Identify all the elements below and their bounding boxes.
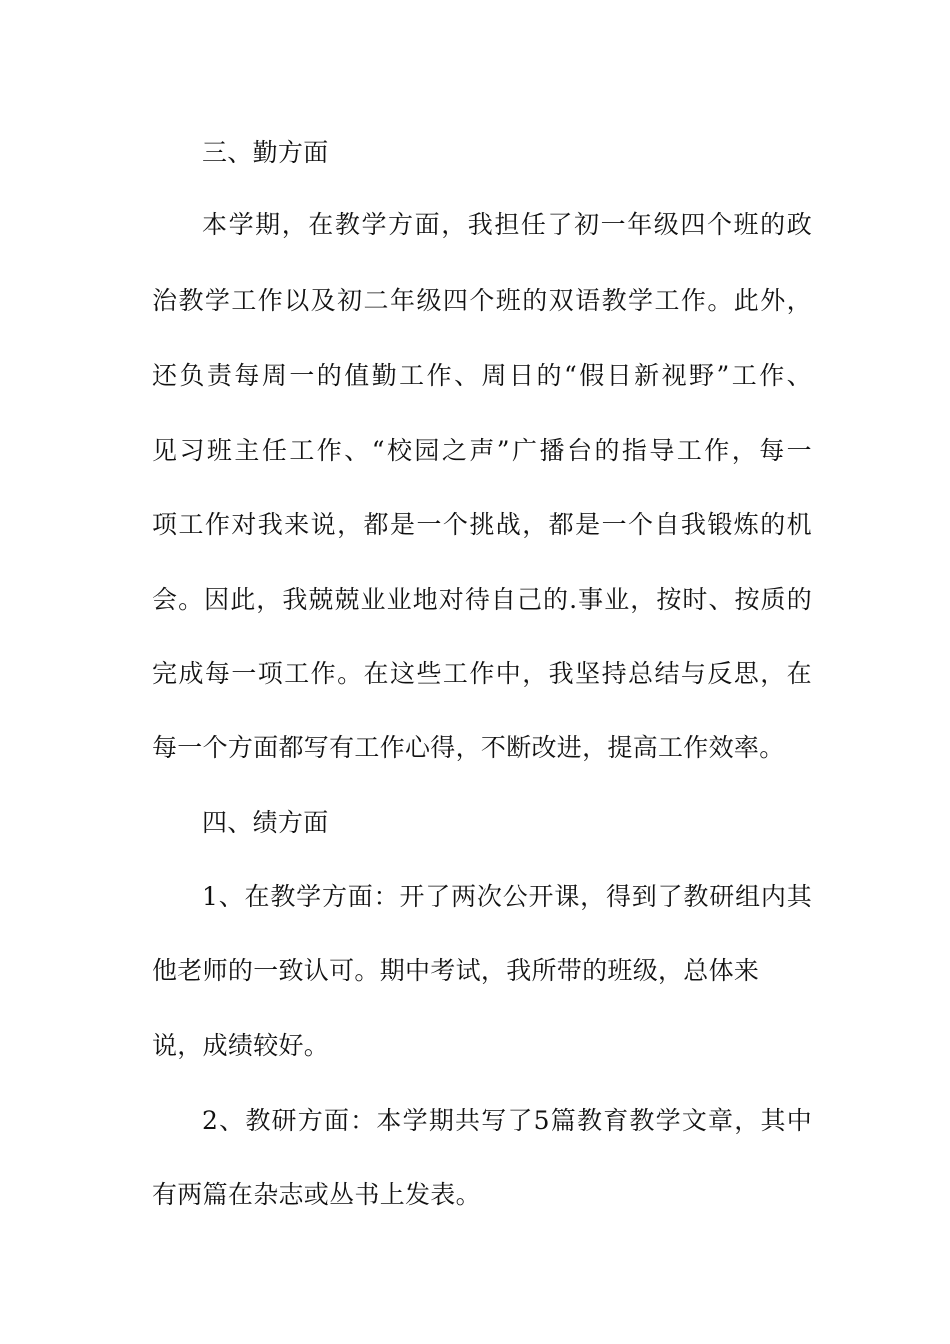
paragraph-line: 会。因此，我兢兢业业地对待自己的.事业，按时、按质的 <box>152 585 812 614</box>
list-item-line: 2、教研方面：本学期共写了5篇教育教学文章，其中 <box>202 1106 812 1135</box>
paragraph-line: 见习班主任工作、“校园之声”广播台的指导工作，每一 <box>152 436 812 465</box>
section-heading-achievements: 四、绩方面 <box>202 808 329 837</box>
paragraph-line: 项工作对我来说，都是一个挑战，都是一个自我锻炼的机 <box>152 510 812 539</box>
paragraph-line: 还负责每周一的值勤工作、周日的“假日新视野”工作、 <box>152 361 812 390</box>
paragraph-line: 每一个方面都写有工作心得，不断改进，提高工作效率。 <box>152 733 785 762</box>
paragraph-line: 完成每一项工作。在这些工作中，我坚持总结与反思，在 <box>152 659 812 688</box>
paragraph-line: 治教学工作以及初二年级四个班的双语教学工作。此外， <box>152 286 812 315</box>
list-item-line: 说，成绩较好。 <box>152 1031 330 1060</box>
section-heading-diligence: 三、勤方面 <box>202 138 329 167</box>
list-item-line: 有两篇在杂志或丛书上发表。 <box>152 1180 481 1209</box>
list-item-line: 他老师的一致认可。期中考试，我所带的班级，总体来 <box>152 956 760 985</box>
paragraph-line: 本学期，在教学方面，我担任了初一年级四个班的政 <box>202 210 812 239</box>
list-item-line: 1、在教学方面：开了两次公开课，得到了教研组内其 <box>202 882 812 911</box>
